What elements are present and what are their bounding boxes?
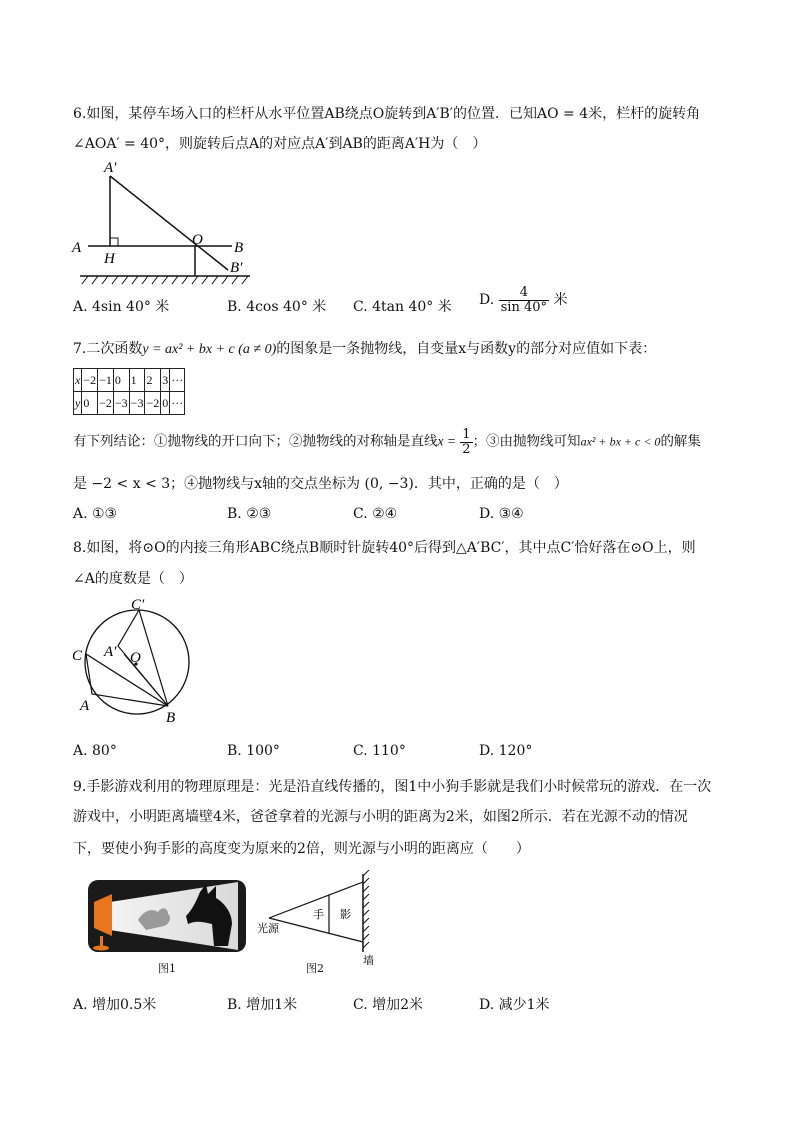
table-cell: −2 [98,392,114,415]
table-cell: 3 [161,369,170,392]
table-cell: −2 [145,392,161,415]
label-c: C [72,648,83,664]
label-a: A [72,240,82,256]
label-a: A [80,698,90,714]
right-angle-mark [110,238,118,246]
q7-option-d[interactable]: D. ③④ [479,506,524,522]
q7-stem-line2 [73,428,701,456]
label-shadow: 影 [340,908,351,921]
q7-conclusions-text-2: ；③由抛物线可知 [472,433,581,450]
table-cell: −1 [98,369,114,392]
triangle-abc [86,654,168,706]
table-cell: ··· [170,369,185,392]
table-cell: y [74,392,82,415]
q9-option-c[interactable]: C. 增加2米 [353,997,424,1013]
q6-option-d-fraction [499,286,549,314]
wall-hatching [363,870,369,948]
label-wall: 墙 [363,954,374,965]
label-hand: 手 [313,908,324,921]
label-o: O [192,232,203,248]
q9-option-b[interactable]: B. 增加1米 [227,997,298,1013]
table-cell: −3 [113,392,129,415]
table-row-y [74,392,185,415]
fraction-denominator: sin 40° [500,299,548,315]
table-cell: ··· [170,392,185,415]
table-cell: 0 [161,392,170,415]
ground-hatching [82,276,248,284]
table-cell: 0 [113,369,129,392]
q7-axis-x: x = [437,433,456,449]
q7-conclusions-text: 有下列结论：①抛物线的开口向下；②抛物线的对称轴是直线 [73,433,438,450]
label-c1: C′ [131,597,145,613]
figure2-caption: 图2 [306,962,324,975]
q6-option-c[interactable]: C. 4tan 40° 米 [353,299,452,315]
q6-stem-line1: 6.如图，某停车场入口的栏杆从水平位置AB绕点O旋转到A′B′的位置．已知AO = 4米，栏杆的旋转角 [73,106,701,122]
figure1-caption: 图1 [158,962,176,975]
q9-figure2-diagram [255,870,385,965]
q9-option-a[interactable]: A. 增加0.5米 [73,997,157,1013]
q7-half-fraction [460,428,472,456]
q7-conclusions-text-3: 的解集 [660,433,701,450]
label-b1: B′ [230,260,243,276]
q7-inequality: ax² + bx + c < 0 [580,434,661,449]
segment-a1b1 [110,176,228,270]
label-light-source: 光源 [257,922,279,935]
label-b: B [166,710,176,726]
table-cell: 1 [129,369,145,392]
lamp-stand [100,936,103,946]
triangle-a1bc1 [118,610,168,706]
label-o: O [130,650,141,666]
q6-option-b[interactable]: B. 4cos 40° 米 [227,299,327,315]
label-h: H [104,251,115,267]
table-cell: 2 [145,369,161,392]
label-a1: A′ [104,160,117,176]
fraction-numerator: 1 [462,427,471,442]
q8-stem-line1: 8.如图，将⊙O的内接三角形ABC绕点B顺时针旋转40°后得到△A′BC′，其中点C′恰好落在⊙O上，则 [73,540,696,556]
q8-option-a[interactable]: A. 80° [73,743,117,759]
q9-option-d[interactable]: D. 减少1米 [479,997,550,1013]
fraction-denominator: 2 [462,441,471,457]
q7-formula: y = ax² + bx + c (a ≠ 0) [142,342,277,357]
table-cell: −2 [82,369,98,392]
q9-stem-line1: 9.手影游戏利用的物理原理是：光是沿直线传播的，图1中小狗手影就是我们小时候常玩的游戏．在一次 [73,779,712,795]
q8-option-c[interactable]: C. 110° [353,743,406,759]
q7-prefix: 7.二次函数 [73,341,143,357]
q7-suffix: 的图象是一条抛物线，自变量x与函数y的部分对应值如下表： [276,341,657,357]
q9-figure1-hand-shadow [88,880,246,952]
table-row-x [74,369,185,392]
label-b: B [234,240,244,256]
table-cell: x [74,369,82,392]
label-a1: A′ [104,644,117,660]
q6-option-d-prefix: D. [479,292,495,309]
q8-stem-line2: ∠A的度数是（ ） [73,571,193,587]
q7-stem-line1 [73,338,656,358]
q6-stem-line2: ∠AOA′ = 40°，则旋转后点A的对应点A′到AB的距离A′H为（ ） [73,136,487,152]
q7-value-table [73,368,185,415]
table-cell: −3 [129,392,145,415]
q7-stem-line3: 是 −2 < x < 3；④抛物线与x轴的交点坐标为 (0, −3)．其中，正确的是（ ） [73,476,568,492]
q7-option-b[interactable]: B. ②③ [227,506,272,522]
table-cell: 0 [82,392,98,415]
q9-stem-line3: 下，要使小狗手影的高度变为原来的2倍，则光源与小明的距离应（ ） [73,841,530,857]
lamp-base [93,946,109,951]
q7-option-c[interactable]: C. ②④ [353,506,398,522]
q8-circle-figure [66,596,206,728]
q6-option-d[interactable] [479,286,567,314]
q6-barrier-figure [70,158,270,288]
q8-option-d[interactable]: D. 120° [479,743,533,759]
fraction-numerator: 4 [499,286,549,301]
q6-option-d-unit: 米 [553,292,568,309]
ray-bottom [269,918,363,942]
q9-stem-line2: 游戏中，小明距离墙壁4米，爸爸拿着的光源与小明的距离为2米，如图2所示．若在光源不动的情况 [73,809,688,825]
q8-option-b[interactable]: B. 100° [227,743,280,759]
q6-option-a[interactable]: A. 4sin 40° 米 [73,299,170,315]
q7-option-a[interactable]: A. ①③ [73,506,118,522]
